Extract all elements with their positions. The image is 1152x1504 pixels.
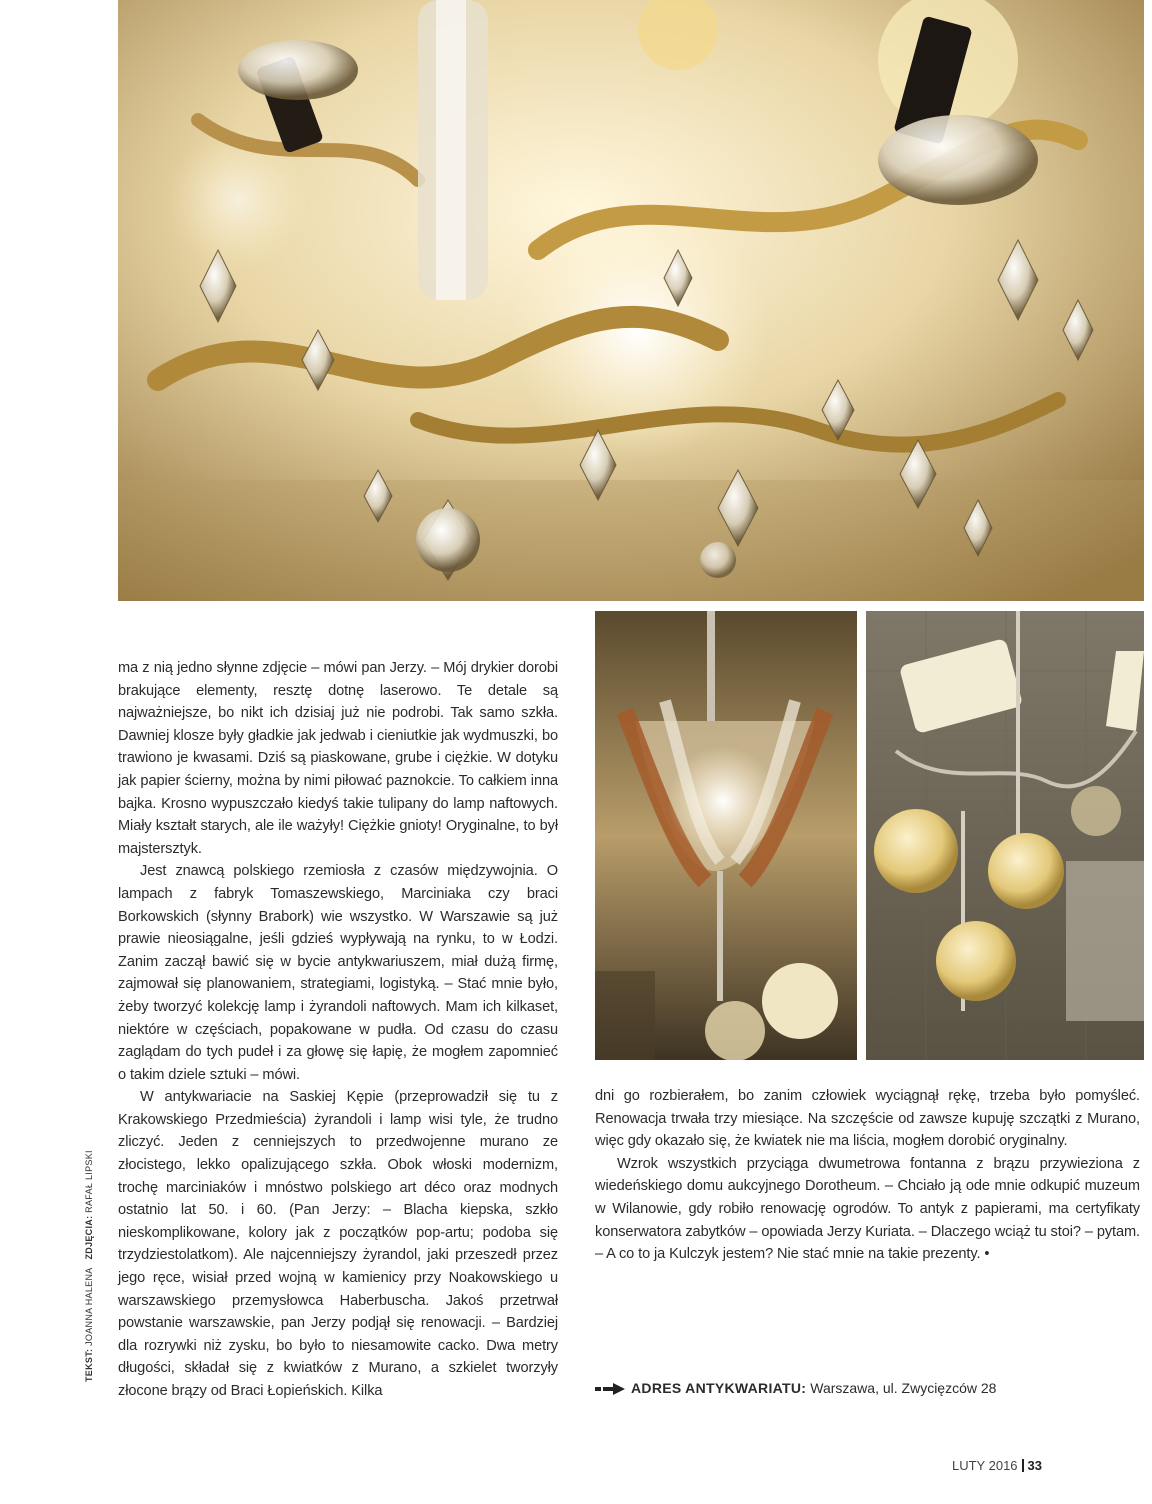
article-column-right: [595, 1085, 1140, 1266]
shop-address: [595, 1380, 996, 1396]
paragraph: dni go rozbierałem, bo zanim człowiek wyciągnął rękę, trzeba było pomyśleć. Renowacja trwała trzy miesiące. Na szczęście od zawsze kupuję szczątki z Murano, więc gdy okazało się, że kwiatek nie ma liścia, mogłem dorobić oryginalny.: [595, 1088, 1140, 1150]
hero-photo-crystal-chandelier: [118, 0, 1144, 601]
text-credit-label: TEKST:: [84, 1348, 94, 1382]
photo-credit-label: ZDJĘCIA:: [84, 1215, 94, 1260]
footer-divider: [1022, 1459, 1024, 1472]
arrow-icon: [595, 1382, 625, 1394]
page-footer: [952, 1458, 1042, 1473]
text-credit-author: JOANNA HALENA: [84, 1267, 94, 1346]
article-column-left: [118, 657, 558, 1403]
photo-opaline-chandeliers: [866, 611, 1144, 1060]
address-value: Warszawa, ul. Zwycięzców 28: [810, 1380, 997, 1396]
address-label: ADRES ANTYKWARIATU:: [631, 1380, 807, 1396]
paragraph: ma z nią jedno słynne zdjęcie – mówi pan Jerzy. – Mój drykier dorobi brakujące elementy, resztę dotnę laserowo. Te detale są najważniejsze, bo nikt ich dzisiaj już nie podrobi. Tak samo szkła. Dawniej klosze były gładkie jak jedwab i cieniutkie jak wydmuszki, bo trawiono je kwasami. Dziś są piaskowane, grube i ciężkie. W dotyku jak papier ścierny, można by nimi piłować paznokcie. To całkiem inna bajka. Krosno wypuszczało kiedyś takie tulipany do lamp naftowych. Miały kształt starych, ale ile ważyły! Ciężkie gnioty! Oryginalne, to był majstersztyk.: [118, 660, 558, 857]
chandelier-illustration: [118, 0, 1144, 601]
paragraph: W antykwariacie na Saskiej Kępie (przeprowadził się tu z Krakowskiego Przedmieścia) żyrandoli i lamp wisi tyle, że trudno zliczyć. Jeden z cenniejszych to przedwojenne murano ze złocistego, lekko opalizującego szkła. Obok włoski modernizm, trochę marciniaków i mnóstwo polskiego art déco oraz modnych ostatnio lat 50. i 60. (Pan Jerzy: – Blacha kiepska, szkło nieskomplikowane, kolory jak z początków pop-artu; podoba się trzydziestolatkom). Ale najcenniejszy żyrandol, jaki przeszedł przez jego ręce, wisiał przed wojną w kamienicy przy Noakowskiego u warszawskiego przemysłowca Haberbuscha. Jakoś przetrwał powstanie warszawskie, pan Jerzy podjął się renowacji. – Bardziej dla rozrywki niż zysku, bo było to niesamowite cacko. Dwa metry długości, składał się z kwiatków z Murano, a szkielet tworzyły złocone brązy od Braci Łopieńskich. Kilka: [118, 1089, 558, 1399]
murano-lamp-illustration: [595, 611, 857, 1060]
page-number: 33: [1027, 1458, 1042, 1473]
issue-date: LUTY 2016: [952, 1458, 1018, 1473]
photo-murano-lamp: [595, 611, 857, 1060]
paragraph: Jest znawcą polskiego rzemiosła z czasów międzywojnia. O lampach z fabryk Tomaszewskiego, Marciniaka czy braci Borkowskich (słynny Brabork) wie wszystko. W Warszawie są już prawie nieosiągalne, jeśli gdzieś wypływają na rynku, to w Łodzi. Zanim zaczął bawić się w bycie antykwariuszem, miał dużą firmę, zajmował się planowaniem, strategiami, logistyką. – Stać mnie było, żeby tworzyć kolekcję lamp i żyrandoli naftowych. Mam ich kilkaset, niektóre w częściach, popakowane w pudła. Od czasu do czasu zaglądam do tych pudeł i za głowę się łapię, że mogłem zapomnieć o takim dziele sztuki – mówi.: [118, 863, 558, 1083]
paragraph: Wzrok wszystkich przyciąga dwumetrowa fontanna z brązu przywieziona z wiedeńskiego domu aukcyjnego Dorotheum. – Chciało ją ode mnie odkupić muzeum w Wilanowie, gdy robiło renowację ogrodów. To antyk z papierami, ma certyfikaty konserwatora zabytków – opowiada Jerzy Kuriata. – Dlaczego wciąż tu stoi? – pytam. – A co to ja Kulczyk jestem? Nie stać mnie na takie prezenty. •: [595, 1155, 1141, 1263]
opaline-chandeliers-illustration: [866, 611, 1144, 1060]
photo-credit-author: RAFAŁ LIPSKI: [84, 1150, 94, 1213]
credits-vertical: [84, 1150, 94, 1382]
